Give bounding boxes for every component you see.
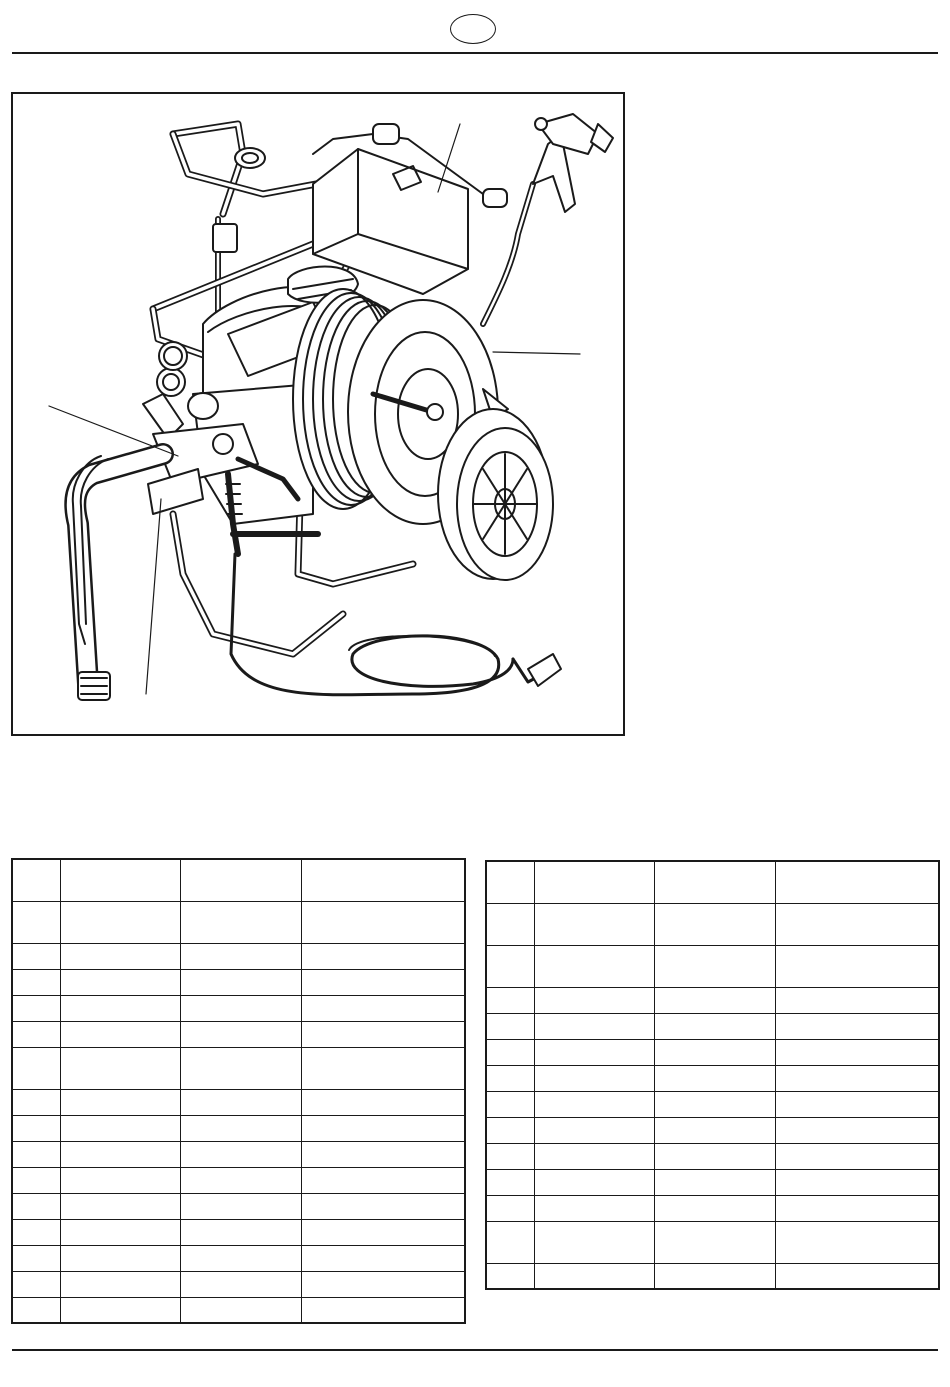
table-cell	[535, 1013, 655, 1039]
table-cell	[535, 1263, 655, 1289]
table-row	[12, 969, 465, 995]
table-cell	[486, 945, 535, 987]
table-cell	[655, 1091, 776, 1117]
table-cell	[655, 861, 776, 903]
table-cell	[486, 1039, 535, 1065]
table-cell	[12, 1245, 61, 1271]
header-rule	[12, 52, 938, 54]
sprayer-illustration	[11, 92, 625, 736]
wheel	[438, 409, 553, 580]
table-cell	[12, 1167, 61, 1193]
table-row	[486, 1143, 939, 1169]
table-cell	[655, 1117, 776, 1143]
table-cell	[535, 1091, 655, 1117]
table-cell	[775, 1117, 939, 1143]
table-cell	[61, 901, 181, 943]
table-cell	[301, 859, 465, 901]
table-cell	[61, 1115, 181, 1141]
table-cell	[301, 1115, 465, 1141]
table-cell	[535, 861, 655, 903]
table-cell	[535, 987, 655, 1013]
table-cell	[775, 987, 939, 1013]
table-cell	[775, 1039, 939, 1065]
table-cell	[301, 1193, 465, 1219]
table-cell	[301, 995, 465, 1021]
table-cell	[486, 1169, 535, 1195]
table-cell	[61, 1193, 181, 1219]
table-row	[12, 995, 465, 1021]
table-cell	[535, 1221, 655, 1263]
table-cell	[61, 1219, 181, 1245]
table-row	[12, 1297, 465, 1323]
table-cell	[775, 861, 939, 903]
table-row	[12, 1245, 465, 1271]
table-row	[12, 1193, 465, 1219]
table-cell	[301, 1047, 465, 1089]
table-cell	[181, 1271, 302, 1297]
table-cell	[181, 859, 302, 901]
table-row	[486, 861, 939, 903]
table-cell	[301, 1021, 465, 1047]
table-row	[486, 903, 939, 945]
table-cell	[61, 1245, 181, 1271]
table-cell	[61, 1167, 181, 1193]
table-cell	[301, 1245, 465, 1271]
table-cell	[775, 1221, 939, 1263]
table-cell	[535, 1169, 655, 1195]
table-cell	[301, 969, 465, 995]
table-cell	[655, 1169, 776, 1195]
table-cell	[12, 995, 61, 1021]
footer-rule	[12, 1349, 938, 1351]
table-cell	[655, 945, 776, 987]
table-cell	[61, 1141, 181, 1167]
table-row	[486, 1091, 939, 1117]
table-cell	[486, 1065, 535, 1091]
table-cell	[12, 1297, 61, 1323]
parts-table-right	[485, 860, 940, 1290]
table-cell	[775, 1143, 939, 1169]
table-row	[12, 1141, 465, 1167]
spray-gun	[483, 114, 613, 324]
table-cell	[12, 1219, 61, 1245]
table-cell	[301, 1167, 465, 1193]
table-cell	[301, 1297, 465, 1323]
table-row	[12, 1089, 465, 1115]
table-cell	[655, 1143, 776, 1169]
table-cell	[486, 1091, 535, 1117]
table-cell	[12, 1193, 61, 1219]
table-row	[12, 901, 465, 943]
table-cell	[12, 1115, 61, 1141]
table-row	[486, 1195, 939, 1221]
table-cell	[655, 1221, 776, 1263]
table-cell	[775, 945, 939, 987]
table-cell	[486, 1117, 535, 1143]
table-cell	[775, 1091, 939, 1117]
table-cell	[655, 1065, 776, 1091]
table-row	[12, 1047, 465, 1089]
language-badge	[450, 14, 496, 44]
table-cell	[486, 1263, 535, 1289]
table-cell	[181, 1167, 302, 1193]
table-cell	[181, 1089, 302, 1115]
table-cell	[655, 1013, 776, 1039]
table-cell	[301, 1219, 465, 1245]
table-cell	[486, 1013, 535, 1039]
table-cell	[12, 943, 61, 969]
table-cell	[486, 861, 535, 903]
parts-table-left	[11, 858, 466, 1324]
table-row	[12, 1167, 465, 1193]
table-cell	[12, 1271, 61, 1297]
table-row	[486, 945, 939, 987]
table-cell	[61, 1021, 181, 1047]
table-row	[12, 943, 465, 969]
table-cell	[535, 945, 655, 987]
table-cell	[535, 903, 655, 945]
table-cell	[181, 1193, 302, 1219]
table-cell	[775, 1169, 939, 1195]
table-cell	[301, 1271, 465, 1297]
table-row	[12, 1115, 465, 1141]
table-cell	[12, 1141, 61, 1167]
table-row	[12, 1219, 465, 1245]
table-cell	[181, 969, 302, 995]
table-cell	[535, 1143, 655, 1169]
table-cell	[181, 943, 302, 969]
table-cell	[655, 1263, 776, 1289]
table-cell	[535, 1039, 655, 1065]
table-cell	[61, 1047, 181, 1089]
table-cell	[655, 987, 776, 1013]
table-row	[12, 1021, 465, 1047]
table-cell	[12, 1047, 61, 1089]
table-cell	[535, 1195, 655, 1221]
table-cell	[486, 1221, 535, 1263]
table-cell	[181, 1245, 302, 1271]
table-cell	[181, 1047, 302, 1089]
table-cell	[775, 1065, 939, 1091]
table-cell	[301, 1141, 465, 1167]
table-row	[486, 1221, 939, 1263]
table-cell	[301, 901, 465, 943]
table-cell	[61, 1089, 181, 1115]
table-cell	[655, 903, 776, 945]
table-cell	[12, 859, 61, 901]
table-cell	[775, 903, 939, 945]
table-cell	[486, 903, 535, 945]
table-row	[486, 1169, 939, 1195]
table-cell	[655, 1195, 776, 1221]
table-cell	[12, 1021, 61, 1047]
table-cell	[181, 995, 302, 1021]
table-cell	[775, 1195, 939, 1221]
table-cell	[61, 859, 181, 901]
table-row	[486, 987, 939, 1013]
table-cell	[535, 1065, 655, 1091]
table-cell	[61, 943, 181, 969]
table-cell	[61, 969, 181, 995]
table-cell	[61, 1271, 181, 1297]
table-cell	[181, 1141, 302, 1167]
table-cell	[181, 1219, 302, 1245]
table-cell	[181, 1115, 302, 1141]
table-cell	[775, 1263, 939, 1289]
table-cell	[181, 901, 302, 943]
table-row	[12, 1271, 465, 1297]
table-row	[486, 1065, 939, 1091]
table-row	[486, 1039, 939, 1065]
table-cell	[655, 1039, 776, 1065]
table-row	[12, 859, 465, 901]
table-cell	[12, 969, 61, 995]
table-cell	[486, 1143, 535, 1169]
table-cell	[181, 1297, 302, 1323]
table-row	[486, 1117, 939, 1143]
table-row	[486, 1263, 939, 1289]
table-cell	[486, 1195, 535, 1221]
table-cell	[181, 1021, 302, 1047]
table-cell	[301, 1089, 465, 1115]
table-row	[486, 1013, 939, 1039]
table-cell	[486, 987, 535, 1013]
table-cell	[775, 1013, 939, 1039]
table-cell	[12, 1089, 61, 1115]
table-cell	[12, 901, 61, 943]
table-cell	[301, 943, 465, 969]
table-cell	[61, 1297, 181, 1323]
table-cell	[535, 1117, 655, 1143]
table-cell	[61, 995, 181, 1021]
